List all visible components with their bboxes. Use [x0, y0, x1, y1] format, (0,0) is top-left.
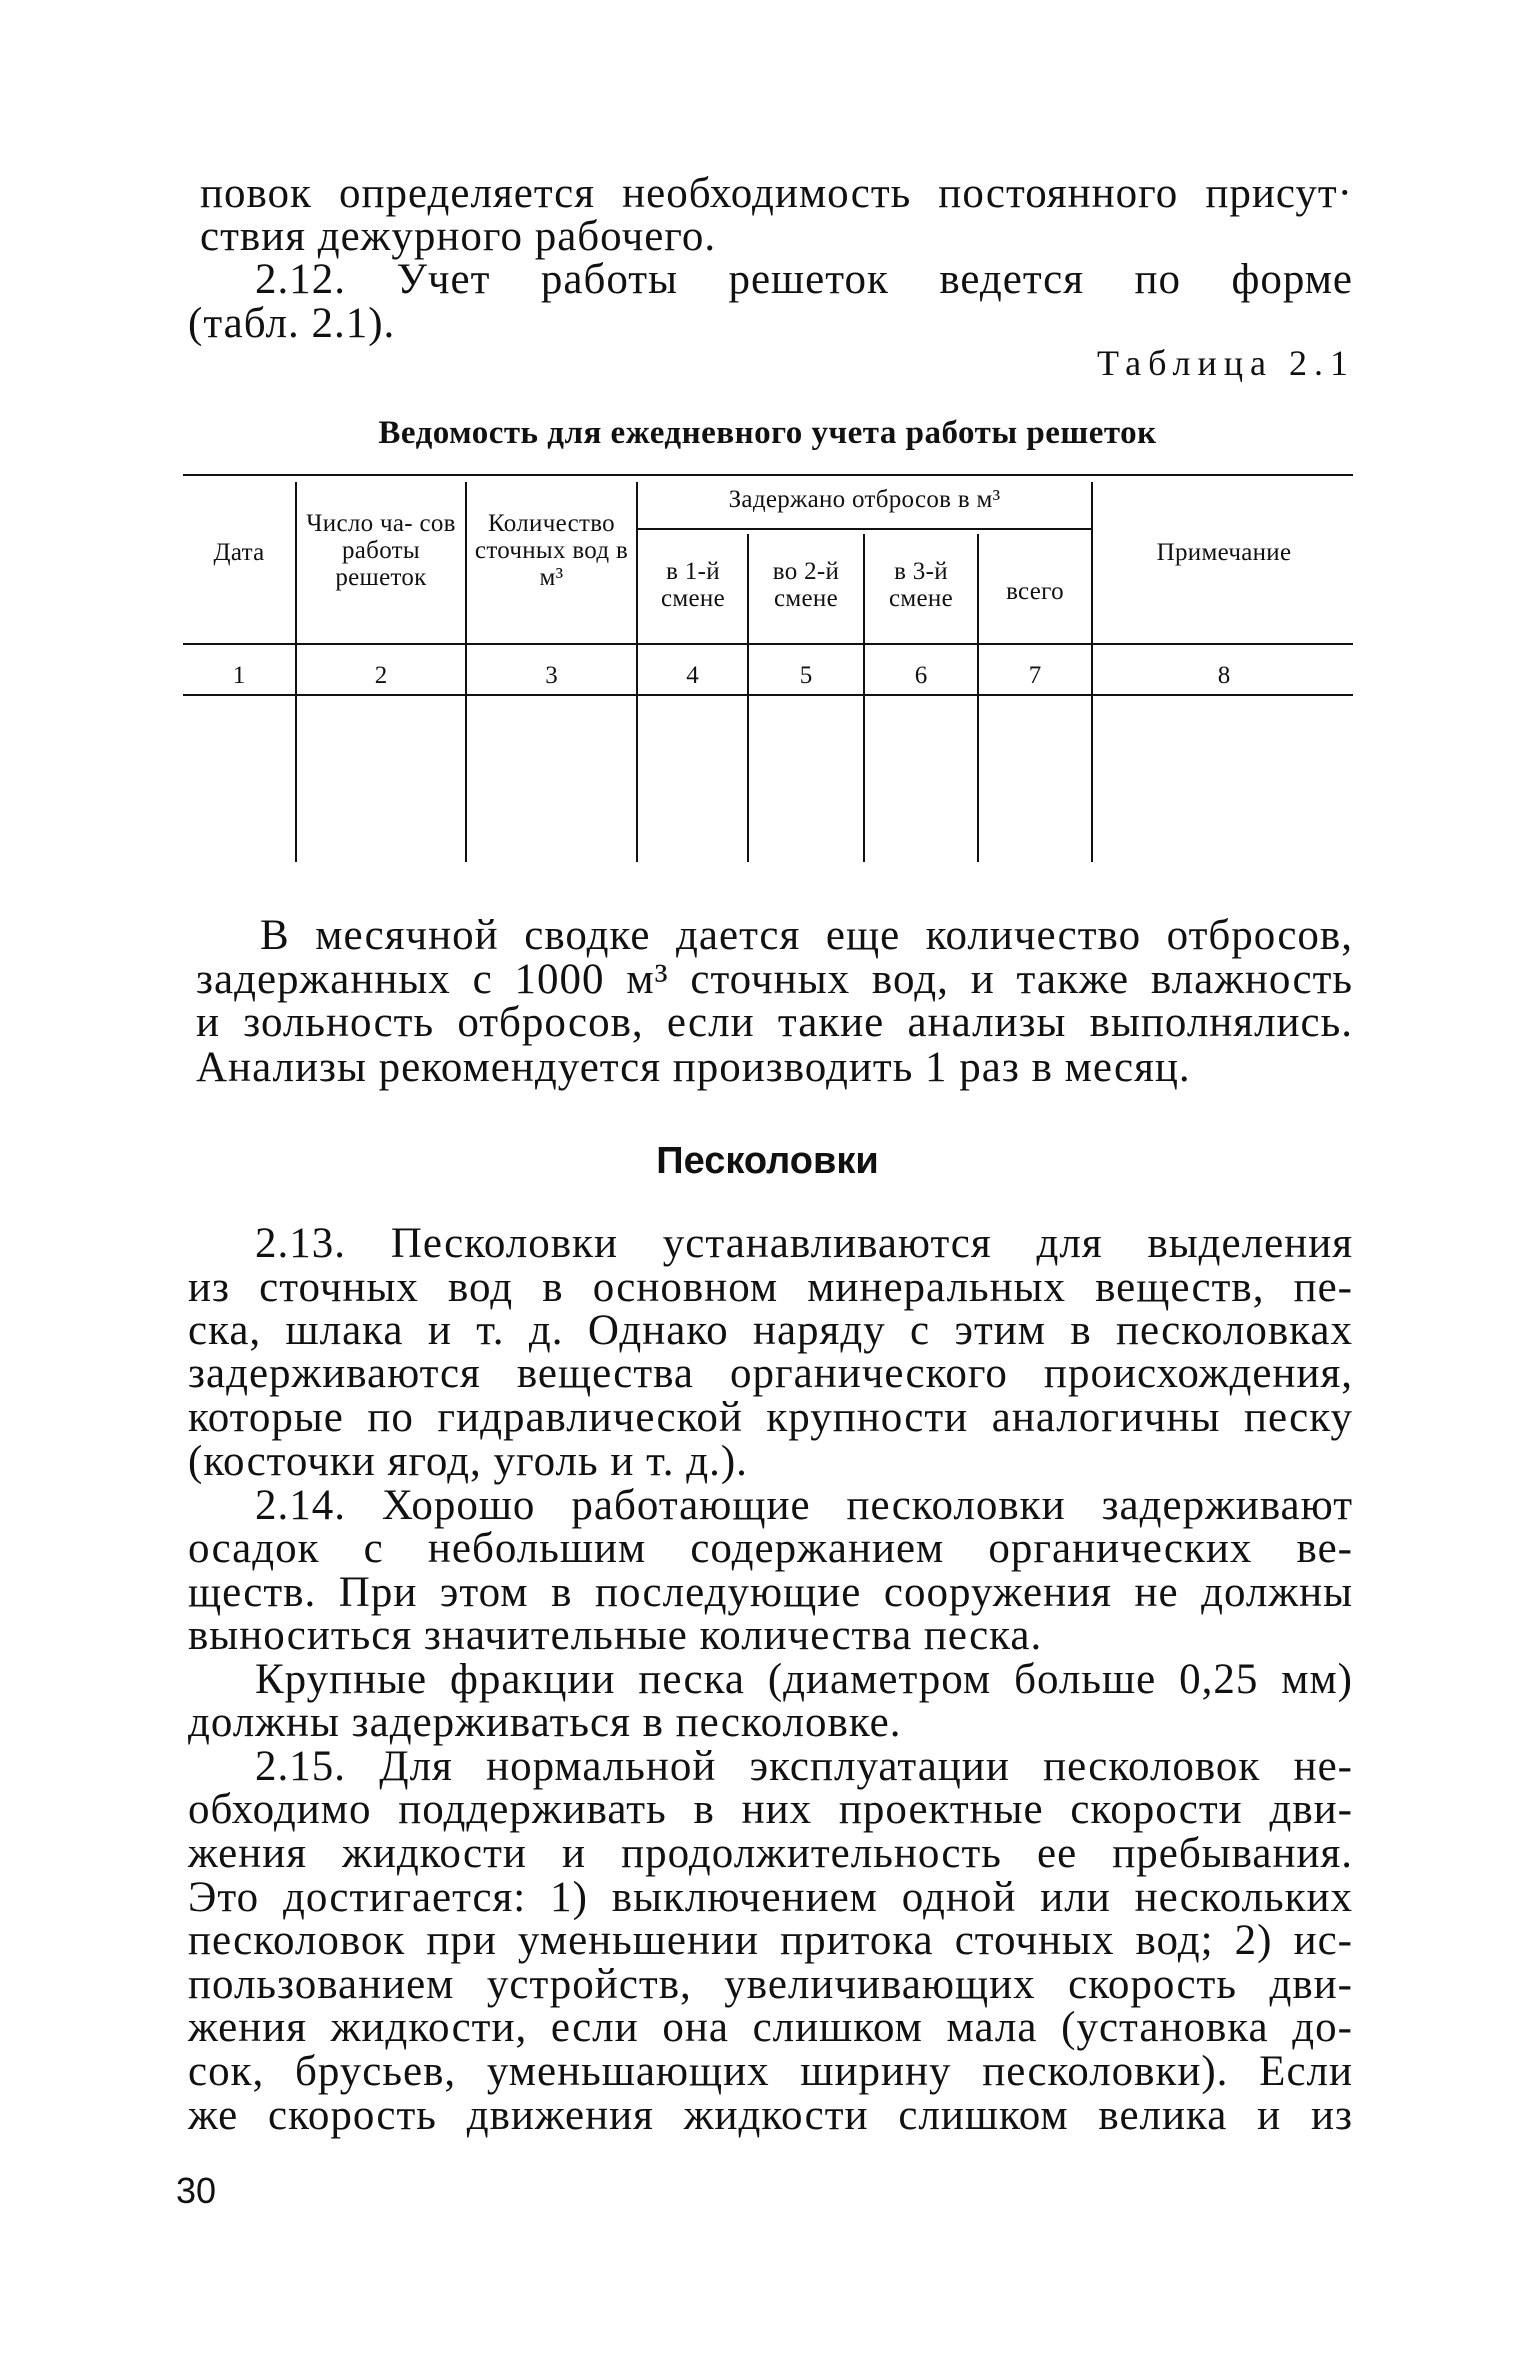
text-line: которые по гидравлической крупности аналогичны песку	[188, 1394, 1353, 1441]
text-line: В месячной сводке дается еще количество отбросов,	[260, 912, 1353, 959]
page-number: 30	[176, 2170, 217, 2211]
table-column-rule	[465, 482, 467, 862]
text-line: 2.15. Для нормальной эксплуатации песколовок не-	[255, 1743, 1353, 1790]
text-line: песколовок при уменьшении притока сточных вод; 2) ис-	[188, 1917, 1353, 1964]
table-column-rule	[295, 482, 297, 862]
header-shift-1: в 1-й смене	[661, 558, 725, 612]
text-line: выноситься значительные количества песка.	[188, 1612, 1043, 1659]
text-line: 2.12. Учет работы решеток ведется по форме	[255, 256, 1353, 303]
text-line: и зольность отбросов, если такие анализы выполнялись.	[196, 999, 1353, 1046]
header-date: Дата	[213, 539, 265, 566]
column-number: 7	[1028, 662, 1042, 689]
table-label: Таблица 2.1	[1097, 343, 1355, 383]
header-shift-3: в 3-й смене	[889, 558, 953, 612]
column-number: 3	[545, 662, 558, 689]
table-column-rule	[1091, 482, 1093, 862]
table-column-rule	[863, 534, 865, 862]
column-number: 1	[232, 662, 246, 689]
text-line: Крупные фракции песка (диаметром больше 0,25 мм)	[255, 1656, 1353, 1703]
header-held-group: Задержано отбросов в м³	[728, 486, 1001, 513]
table-top-rule	[183, 474, 1353, 476]
text-line: из сточных вод в основном минеральных веществ, пе-	[188, 1264, 1353, 1311]
column-number: 6	[914, 662, 928, 689]
header-total: всего	[1006, 578, 1064, 605]
column-number: 2	[374, 662, 388, 689]
table-group-rule	[636, 528, 1091, 530]
text-line: Анализы рекомендуется производить 1 раз в месяц.	[196, 1044, 1191, 1091]
text-line: же скорость движения жидкости слишком велика и из	[188, 2092, 1353, 2139]
column-number: 8	[1217, 662, 1231, 689]
text-line: (косточки ягод, уголь и т. д.).	[188, 1438, 748, 1485]
table-column-rule	[977, 534, 979, 862]
text-line: повок определяется необходимость постоянного присут·	[200, 170, 1353, 217]
text-line: Это достигается: 1) выключением одной или нескольких	[188, 1874, 1353, 1921]
text-line: ществ. При этом в последующие сооружения не должны	[188, 1569, 1353, 1616]
text-line: осадок с небольшим содержанием органических ве-	[188, 1525, 1353, 1572]
table-number-rule	[183, 694, 1353, 696]
text-line: обходимо поддерживать в них проектные скорости дви-	[188, 1786, 1353, 1833]
header-hours: Число ча- сов работы решеток	[306, 510, 456, 591]
text-line: сок, брусьев, уменьшающих ширину песколовки). Если	[188, 2048, 1353, 2095]
text-line: ска, шлака и т. д. Однако наряду с этим в песколовках	[188, 1307, 1353, 1354]
table-header-rule	[183, 643, 1353, 645]
text-line: задержанных с 1000 м³ сточных вод, и также влажность	[196, 956, 1353, 1003]
text-line: жения жидкости, если она слишком мала (установка до-	[188, 2004, 1353, 2051]
text-line: 2.14. Хорошо работающие песколовки задерживают	[255, 1482, 1353, 1529]
header-note: Примечание	[1156, 539, 1292, 566]
table-column-rule	[636, 482, 638, 862]
column-number: 5	[799, 662, 813, 689]
section-heading: Песколовки	[656, 1140, 879, 1182]
text-line: задерживаются вещества органического происхождения,	[188, 1350, 1353, 1397]
text-line: пользованием устройств, увеличивающих скорость дви-	[188, 1961, 1353, 2008]
text-line: (табл. 2.1).	[188, 300, 396, 347]
table-column-rule	[747, 534, 749, 862]
text-line: должны задерживаться в песколовке.	[188, 1699, 902, 1746]
table-caption: Ведомость для ежедневного учета работы решеток	[378, 415, 1157, 451]
column-number: 4	[686, 662, 699, 689]
header-shift-2: во 2-й смене	[772, 558, 840, 612]
text-line: ствия дежурного рабочего.	[200, 213, 717, 260]
text-line: жения жидкости и продолжительность ее пребывания.	[188, 1830, 1353, 1877]
header-volume: Количество сточных вод в м³	[474, 510, 629, 591]
text-line: 2.13. Песколовки устанавливаются для выделения	[255, 1220, 1353, 1267]
